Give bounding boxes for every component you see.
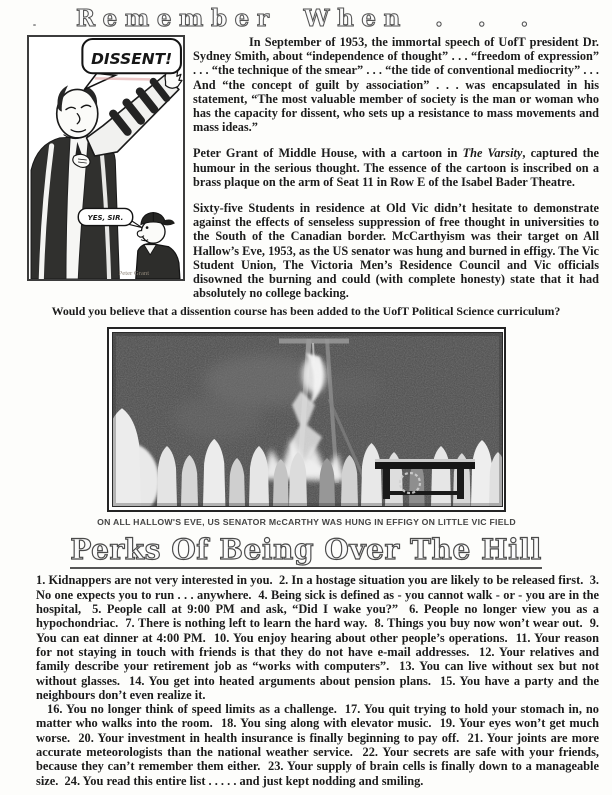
dissent-cartoon	[27, 35, 185, 281]
paragraph-effigy: Sixty-five Students in residence at Old Vic didn’t hesitate to demonstrate against the effects of senseless suppression of free thought in universities to the South of the Canadian border. McCarthyism was their target on All Hallow’s Eve, 1953, as the US senator was hung and burned in effigy. The Vic Student Union, The Victoria Men’s Residence Council and Vic officials disowned the burning and could (with complete honesty) state that it had absolutely no college backing.	[193, 201, 599, 301]
perks-paragraph-2: 16. You no longer think of speed limits as a challenge. 17. You quit trying to hold your stomach in, no matter who walks into the room. 18. You sing along with elevator music. 19. Your eyes won’t get much worse. 20. Your investment in health insurance is finally beginning to pay off. 21. Your joints are more accurate meteorologists than the national weather service. 22. Your secrets are safe with your friends, because they can’t remember them either. 23. Your supply of brain cells is finally down to a manageable size. 24. You read this entire list . . . . . and just kept nodding and smiling.	[36, 702, 599, 788]
photo-frame	[107, 327, 506, 512]
perks-list	[36, 573, 599, 787]
effigy-photo	[97, 327, 516, 528]
newsletter-page	[0, 5, 612, 795]
yes-sir-bubble-text: YES, SIR.	[87, 214, 124, 222]
yes-sir-speech-bubble	[78, 208, 142, 227]
intro-section	[27, 35, 599, 300]
paragraph-cartoon	[193, 146, 599, 189]
perks-title-text: Perks Of Being Over The Hill	[70, 533, 542, 569]
pink-scan-smudge	[95, 78, 150, 79]
paragraph-cartoon-text: Peter Grant of Middle House, with a cartoon in	[193, 146, 463, 161]
perks-title	[0, 533, 612, 566]
varsity-italic: The Varsity	[462, 146, 523, 161]
paragraph-cartoon-text-2: , captured the humour in the serious thought. The essence of the cartoon is inscribed on a brass plaque on the arm of Seat 11 in Row E of the Isabel Bader Theatre.	[193, 146, 599, 189]
scan-speck	[33, 24, 36, 26]
photo-caption: ON ALL HALLOW'S EVE, US SENATOR McCARTHY WAS HUNG IN EFFIGY ON LITTLE VIC FIELD	[97, 517, 516, 528]
effigy-photo-illustration	[112, 332, 503, 507]
perks-paragraph-1: 1. Kidnappers are not very interested in you. 2. In a hostage situation you are likely to be released first. 3. No one expects you to run . . . anywhere. 4. Being sick is defined as - you cannot walk - or - you are in the hospital, 5. People call at 9:00 PM and ask, “Did I wake you?” 6. People no longer view you as a hypochondriac. 7. There is nothing left to learn the hard way. 8. Things you buy now won’t wear out. 9. You can eat dinner at 4:00 PM. 10. You enjoy hearing about other people’s operations. 11. Your reason for not staying in touch with friends is that they do not have e-mail addresses. 12. Your relatives and family describe your retirement job as “works with computers”. 13. You can live without sex but not without glasses. 14. You get into heated arguments about pension plans. 15. You have a party and the neighbours don’t even realize it.	[36, 573, 599, 702]
dissent-bubble-text: DISSENT!	[91, 50, 173, 69]
cartoonist-signature: Peter Grant	[118, 270, 150, 277]
question-line: Would you believe that a dissention course has been added to the UofT Political Science curriculum?	[51, 304, 561, 319]
paragraph-speech: In September of 1953, the immortal speech of UofT president Dr. Sydney Smith, about “independence of thought” . . . “freedom of expression” . . . “the technique of the smear” . . . “the tide of conventional mediocrity” . . . And “the concept of guilt by association” . . . was encapsulated in his statement, “The most valuable member of society is the man or woman who has the capacity for dissent, who sets up a resistance to mass movements and mass ideas.”	[193, 35, 599, 135]
page-title: Remember When . . .	[75, 5, 537, 32]
dissent-cartoon-drawing	[29, 37, 183, 279]
intro-text-column	[193, 35, 599, 300]
